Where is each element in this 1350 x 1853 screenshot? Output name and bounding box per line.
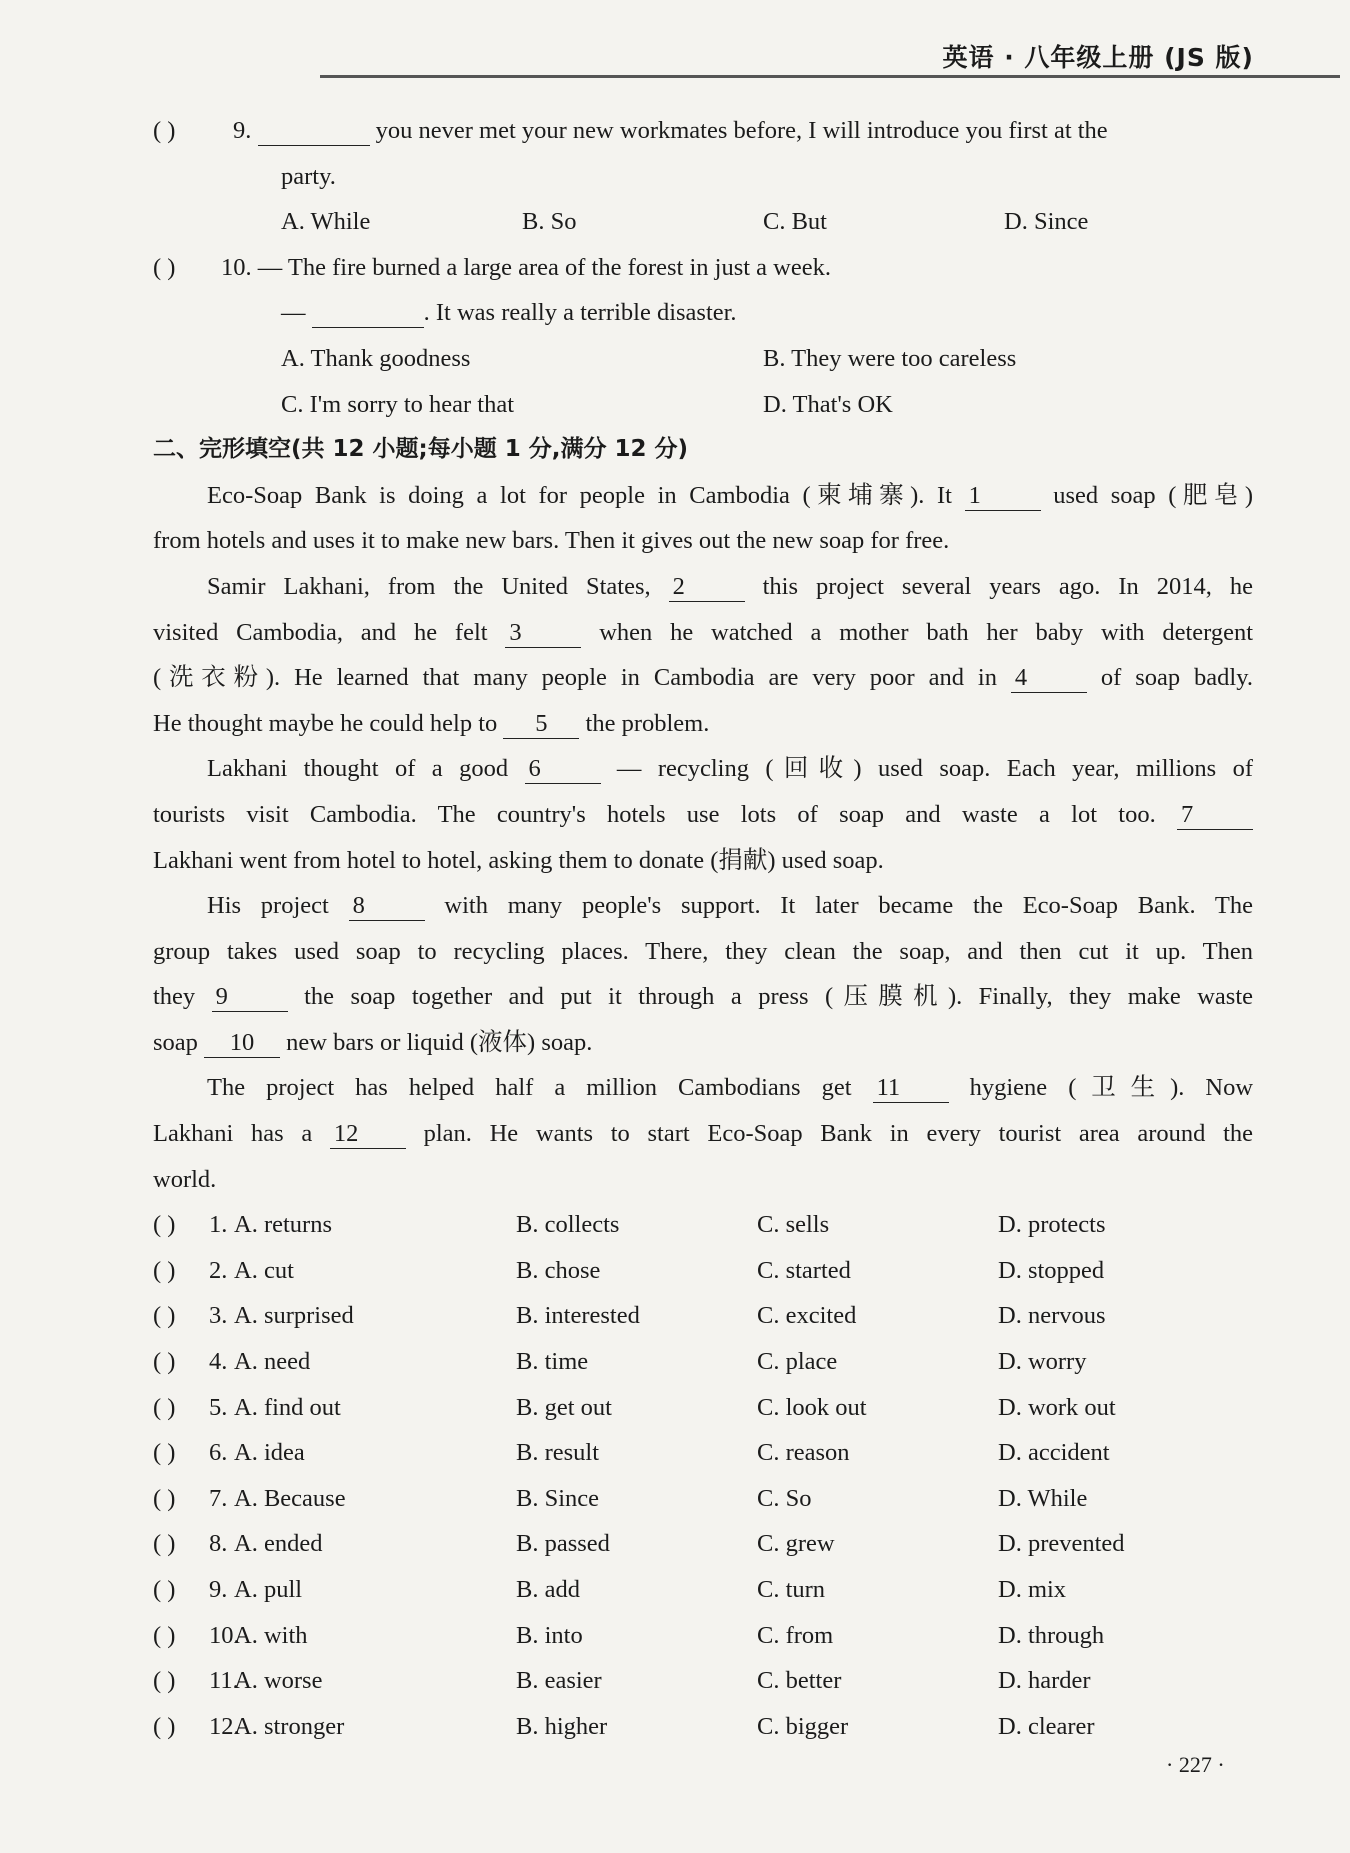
passage-line: world. xyxy=(153,1165,217,1193)
passage-line: group takes used soap to recycling places. There, they clean the soap, and then cut it up. Then xyxy=(153,937,1253,965)
option-c: C. sells xyxy=(757,1211,830,1239)
option-a: A. pull xyxy=(234,1576,303,1603)
option-d: D. protects xyxy=(998,1211,1106,1239)
option-c: C. reason xyxy=(757,1439,850,1467)
passage-line: soap 10 new bars or liquid (液体) soap. xyxy=(153,1028,593,1056)
blank-7[interactable]: 7 xyxy=(1177,801,1253,830)
answer-paren[interactable]: ( ) xyxy=(153,1348,176,1376)
book-title: 英语 · 八年级上册 (JS 版) xyxy=(942,43,1254,72)
choice-row xyxy=(153,1704,1253,1750)
question-9-continued xyxy=(153,154,1253,200)
blank-10[interactable]: 10 xyxy=(204,1029,280,1058)
option-c: C. grew xyxy=(757,1530,835,1558)
answer-paren[interactable]: ( ) xyxy=(153,253,176,281)
option-b: B. time xyxy=(516,1348,589,1376)
option-a: A. worse xyxy=(234,1667,323,1695)
question-9 xyxy=(153,108,1253,154)
blank-9[interactable]: 9 xyxy=(212,983,288,1012)
option-a: A. Thank goodness xyxy=(281,344,471,372)
option-b: B. So xyxy=(522,208,577,236)
option-d: D. clearer xyxy=(998,1712,1095,1740)
option-b: B. interested xyxy=(516,1302,640,1330)
answer-paren[interactable]: ( ) xyxy=(153,1484,176,1512)
passage-line: Lakhani thought of a good 6 — recycling (回收) used soap. Each year, millions of xyxy=(207,755,1253,783)
question-10 xyxy=(153,245,1253,291)
option-b: B. add xyxy=(516,1576,580,1603)
option-d: D. harder xyxy=(998,1667,1091,1695)
question-10-options-row2 xyxy=(153,382,1253,428)
option-c: C. started xyxy=(757,1256,851,1284)
blank-5[interactable]: 5 xyxy=(503,710,579,739)
answer-paren[interactable]: ( ) xyxy=(153,117,176,144)
passage-line: visited Cambodia, and he felt 3 when he watched a mother bath her baby with detergent xyxy=(153,618,1253,646)
answer-paren[interactable]: ( ) xyxy=(153,1667,176,1695)
option-d: D. through xyxy=(998,1621,1105,1649)
question-text: party. xyxy=(281,162,336,190)
option-b: B. Since xyxy=(516,1484,600,1512)
option-c: C. better xyxy=(757,1667,842,1695)
passage-line: tourists visit Cambodia. The country's hotels use lots of soap and waste a lot too. 7 xyxy=(153,792,1253,838)
question-number: 8. xyxy=(209,1530,228,1558)
blank-12[interactable]: 12 xyxy=(330,1120,406,1149)
choice-row xyxy=(153,1613,1253,1659)
choice-row xyxy=(153,1293,1253,1339)
choice-row xyxy=(153,1385,1253,1431)
option-a: A. ended xyxy=(234,1530,323,1558)
option-c: C. But xyxy=(763,208,827,236)
question-10-options-row1 xyxy=(153,336,1253,382)
passage-line: His project 8 with many people's support. It later became the Eco-Soap Bank. The xyxy=(207,892,1253,920)
option-d: D. Since xyxy=(1004,208,1089,236)
answer-blank[interactable] xyxy=(312,299,424,328)
page-number: · 227 · xyxy=(1166,1752,1225,1777)
choice-row xyxy=(153,1248,1253,1294)
choice-row xyxy=(153,1202,1253,1248)
passage-line: (洗衣粉). He learned that many people in Cambodia are very poor and in 4 of soap badly. xyxy=(153,664,1253,692)
option-a: A. surprised xyxy=(234,1302,354,1330)
passage-line: Lakhani has a 12 plan. He wants to start Eco-Soap Bank in every tourist area around the xyxy=(153,1120,1253,1148)
answer-paren[interactable]: ( ) xyxy=(153,1211,176,1239)
answer-blank[interactable] xyxy=(258,117,370,146)
choice-row xyxy=(153,1476,1253,1522)
answer-paren[interactable]: ( ) xyxy=(153,1256,176,1284)
option-d: D. prevented xyxy=(998,1530,1125,1558)
option-a: A. find out xyxy=(234,1393,341,1421)
question-number: 9. xyxy=(209,1576,228,1603)
passage-line: Eco-Soap Bank is doing a lot for people in Cambodia (柬埔寨). It 1 used soap (肥皂) xyxy=(207,481,1253,509)
question-number: 1. xyxy=(209,1211,228,1239)
option-b: B. chose xyxy=(516,1256,601,1284)
blank-8[interactable]: 8 xyxy=(349,892,425,921)
option-d: D. nervous xyxy=(998,1302,1106,1330)
question-number: 4. xyxy=(209,1348,228,1376)
blank-2[interactable]: 2 xyxy=(669,573,745,602)
option-b: B. easier xyxy=(516,1667,602,1695)
answer-paren[interactable]: ( ) xyxy=(153,1576,176,1603)
question-number: 11. xyxy=(209,1667,239,1695)
question-text: you never met your new workmates before, I will introduce you first at the xyxy=(375,117,1108,144)
option-c: C. from xyxy=(757,1621,834,1649)
question-number: 10. xyxy=(221,253,252,281)
passage-line: Samir Lakhani, from the United States, 2 this project several years ago. In 2014, he xyxy=(207,572,1253,600)
option-d: D. accident xyxy=(998,1439,1110,1467)
option-c: C. So xyxy=(757,1484,812,1512)
choice-row xyxy=(153,1339,1253,1385)
question-9-options xyxy=(153,199,1253,245)
option-d: D. mix xyxy=(998,1576,1067,1603)
answer-paren[interactable]: ( ) xyxy=(153,1302,176,1330)
option-c: C. turn xyxy=(757,1576,826,1603)
option-b: B. collects xyxy=(516,1211,620,1239)
option-a: A. need xyxy=(234,1348,311,1376)
option-b: B. get out xyxy=(516,1393,612,1421)
blank-6[interactable]: 6 xyxy=(525,755,601,784)
option-d: D. stopped xyxy=(998,1256,1105,1284)
passage-line: He thought maybe he could help to 5 the problem. xyxy=(153,709,710,737)
page-header xyxy=(320,38,1340,78)
question-number: 2. xyxy=(209,1256,228,1284)
passage-line: Lakhani went from hotel to hotel, asking them to donate (捐献) used soap. xyxy=(153,846,884,874)
question-10-dialogue xyxy=(153,290,1253,336)
passage-line: from hotels and uses it to make new bars. Then it gives out the new soap for free. xyxy=(153,527,950,555)
option-a: A. While xyxy=(281,208,371,236)
option-a: A. returns xyxy=(234,1211,332,1239)
choice-row xyxy=(153,1430,1253,1476)
blank-1[interactable]: 1 xyxy=(965,482,1041,511)
option-b: B. result xyxy=(516,1439,600,1467)
option-a: A. cut xyxy=(234,1256,294,1284)
answer-paren[interactable]: ( ) xyxy=(153,1530,176,1558)
page-content xyxy=(153,108,1253,1749)
blank-3[interactable]: 3 xyxy=(505,619,581,648)
question-number: 12. xyxy=(209,1712,240,1740)
choice-row xyxy=(153,1658,1253,1704)
question-number: 10. xyxy=(209,1621,240,1649)
option-d: D. work out xyxy=(998,1393,1116,1421)
answer-paren[interactable]: ( ) xyxy=(153,1393,176,1421)
question-number: 5. xyxy=(209,1393,228,1421)
option-c: C. bigger xyxy=(757,1712,849,1740)
blank-4[interactable]: 4 xyxy=(1011,664,1087,693)
dash: — xyxy=(281,299,306,327)
option-c: C. place xyxy=(757,1348,838,1376)
option-d: D. That's OK xyxy=(763,390,893,418)
question-number: 6. xyxy=(209,1439,228,1467)
answer-paren[interactable]: ( ) xyxy=(153,1621,176,1649)
blank-11[interactable]: 11 xyxy=(873,1074,949,1103)
choice-row xyxy=(153,1567,1253,1613)
option-a: A. idea xyxy=(234,1439,305,1467)
answer-paren[interactable]: ( ) xyxy=(153,1712,176,1740)
option-b: B. passed xyxy=(516,1530,610,1558)
option-c: C. look out xyxy=(757,1393,867,1421)
choice-row xyxy=(153,1521,1253,1567)
section-heading: 二、完形填空(共 12 小题;每小题 1 分,满分 12 分) xyxy=(153,436,689,463)
dialogue-line-2: . It was really a terrible disaster. xyxy=(423,299,737,327)
option-c: C. excited xyxy=(757,1302,857,1330)
choices-list xyxy=(153,1202,1253,1749)
question-number: 3. xyxy=(209,1302,228,1330)
question-number: 9. xyxy=(233,117,252,144)
answer-paren[interactable]: ( ) xyxy=(153,1439,176,1467)
option-d: D. worry xyxy=(998,1348,1087,1376)
option-b: B. They were too careless xyxy=(763,344,1017,372)
question-number: 7. xyxy=(209,1484,228,1512)
option-a: A. with xyxy=(234,1621,308,1649)
passage-line: The project has helped half a million Cambodians get 11 hygiene (卫生). Now xyxy=(207,1074,1253,1102)
option-b: B. into xyxy=(516,1621,583,1649)
passage-line: they 9 the soap together and put it through a press (压膜机). Finally, they make waste xyxy=(153,983,1253,1011)
option-c: C. I'm sorry to hear that xyxy=(281,390,515,418)
option-d: D. While xyxy=(998,1484,1088,1512)
option-b: B. higher xyxy=(516,1712,608,1740)
option-a: A. stronger xyxy=(234,1712,345,1740)
option-a: A. Because xyxy=(234,1484,346,1512)
dialogue-line-1: — The fire burned a large area of the forest in just a week. xyxy=(257,253,831,281)
